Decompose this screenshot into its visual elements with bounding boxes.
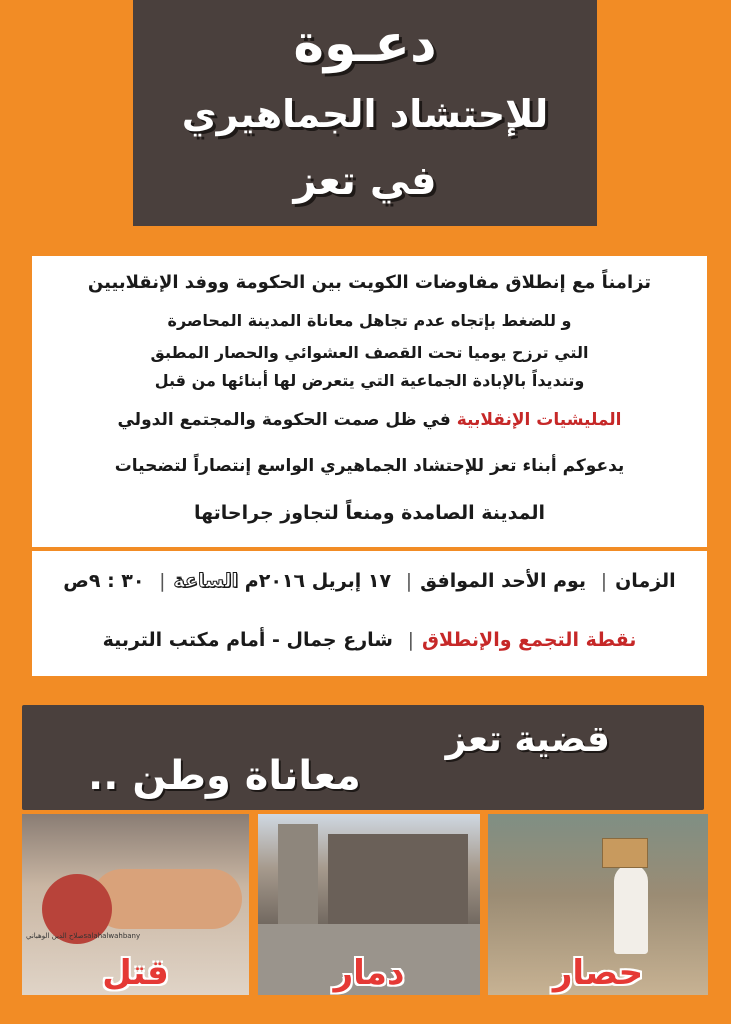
ruined-building-right — [328, 834, 468, 924]
place-value: شارع جمال - أمام مكتب التربية — [102, 629, 393, 651]
person-carrying-box — [614, 864, 648, 954]
location-row: نقطة التجمع والإنطلاق| شارع جمال - أمام مكتب التربية — [102, 629, 637, 651]
caption-destruction: دمار — [333, 953, 405, 993]
section-divider — [32, 547, 707, 551]
schedule-row: الزمان| يوم الأحد الموافق| ١٧ إبريل ٢٠١٦م الساعة| ٣٠ : ٩ص — [63, 570, 676, 592]
title-rally: للإحتشاد الجماهيري — [181, 92, 549, 136]
photo-siege — [488, 814, 708, 995]
day-value: يوم الأحد الموافق — [420, 570, 587, 592]
invitation-title-box — [133, 0, 597, 226]
body-line-1: تزامناً مع إنطلاق مفاوضات الكويت بين الحكومة ووفد الإنقلابيين — [87, 272, 652, 293]
photo-credit: صلاح الدين الوهبانيsalahalwahbany — [26, 932, 141, 940]
caption-killing: قتل — [102, 953, 169, 993]
body-line-5-rest: في ظل صمت الحكومة والمجتمع الدولي — [117, 410, 451, 430]
slogan-line-2: معاناة وطن .. — [88, 753, 361, 799]
photo-destruction — [258, 814, 480, 995]
photo-killing — [22, 814, 249, 995]
militias-highlight: المليشيات الإنقلابية — [456, 410, 622, 430]
body-line-7: المدينة الصامدة ومنعاً لتجاوز جراحاتها — [193, 502, 545, 524]
body-line-6: يدعوكم أبناء تعز للإحتشاد الجماهيري الواسع إنتصاراً لتضحيات — [114, 456, 625, 476]
hour-value: ٣٠ : ٩ص — [63, 570, 145, 592]
slogan-line-1: قضية تعز — [445, 719, 610, 760]
body-line-2: و للضغط بإتجاه عدم تجاهل معاناة المدينة المحاصرة — [167, 311, 572, 330]
place-label: نقطة التجمع والإنطلاق — [422, 629, 637, 651]
body-line-4: وتنديداً بالإبادة الجماعية التي يتعرض لها أبنائها من قبل — [154, 371, 585, 390]
hour-label: الساعة — [173, 570, 239, 592]
caption-siege: حصار — [552, 953, 644, 993]
body-line-5 — [32, 410, 707, 430]
announcement-box — [32, 256, 707, 676]
ruined-building-left — [278, 824, 318, 924]
time-label: الزمان — [615, 570, 676, 592]
injured-child-image — [92, 869, 242, 929]
body-line-3: التي ترزح يوميا تحت القصف العشوائي والحصار المطبق — [150, 343, 589, 362]
slogan-banner — [22, 705, 704, 810]
title-city: في تعز — [293, 158, 437, 204]
carried-box — [602, 838, 648, 868]
title-invitation: دعـوة — [293, 14, 437, 74]
date-value: ١٧ إبريل ٢٠١٦م — [244, 570, 392, 592]
